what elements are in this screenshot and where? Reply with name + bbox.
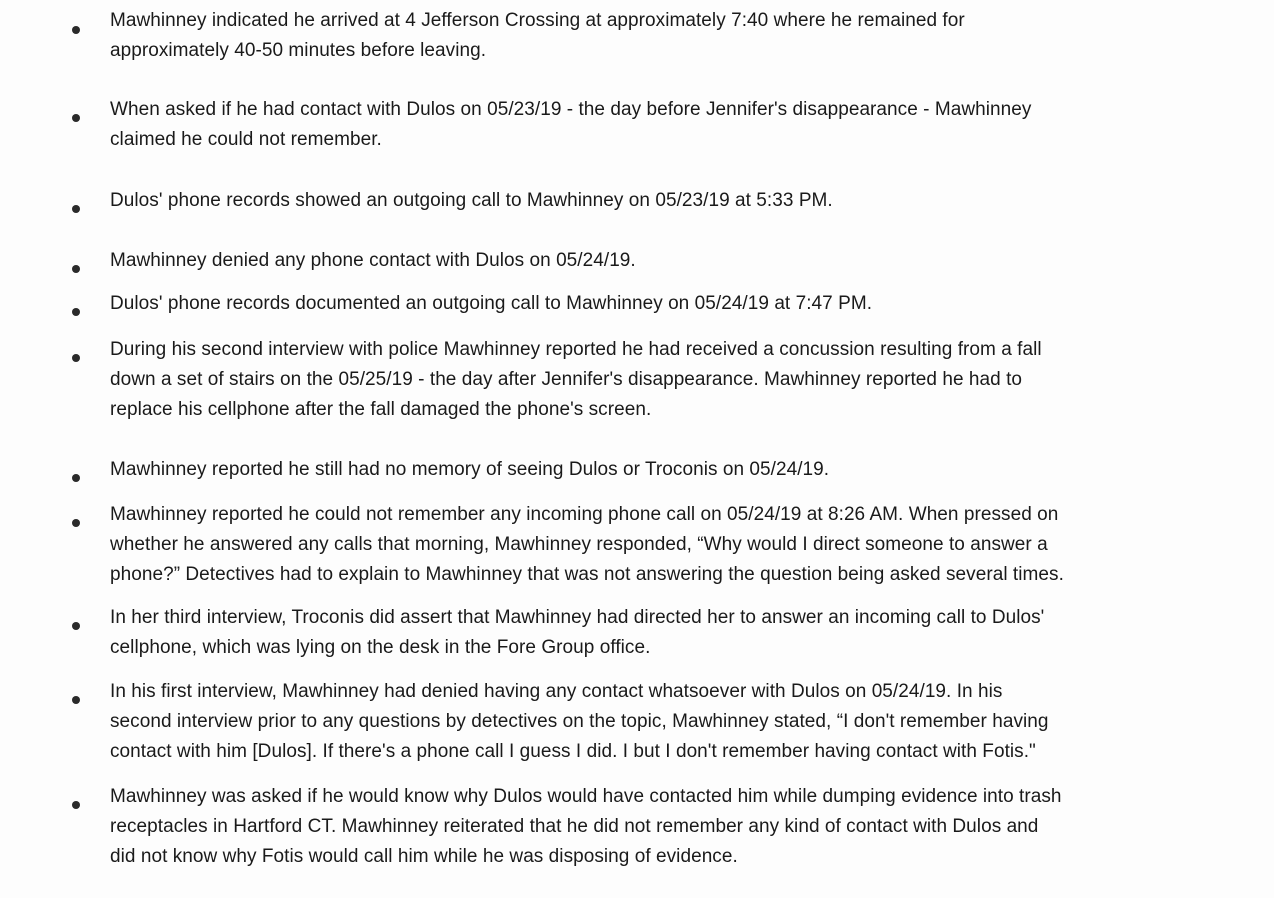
text-line: Mawhinney reported he still had no memory of seeing Dulos or Troconis on 05/24/19.	[110, 459, 830, 480]
text-line: Mawhinney was asked if he would know why Dulos would have contacted him while dumping evidence into trash	[110, 786, 1062, 807]
bullet-text	[110, 6, 1240, 66]
bullet-icon	[72, 354, 80, 362]
text-line: phone?” Detectives had to explain to Mawhinney that was not answering the question being asked several times.	[110, 564, 1064, 585]
bullet-text	[110, 95, 1240, 155]
bullet-icon	[72, 519, 80, 527]
bullet-text	[110, 782, 1240, 872]
bullet-text	[110, 603, 1240, 663]
text-line: Mawhinney denied any phone contact with Dulos on 05/24/19.	[110, 250, 636, 271]
bullet-icon	[72, 265, 80, 273]
text-line: Mawhinney reported he could not remember any incoming phone call on 05/24/19 at 8:26 AM. When pressed on	[110, 504, 1059, 525]
bullet-text	[110, 186, 1240, 216]
bullet-icon	[72, 474, 80, 482]
text-line: In her third interview, Troconis did assert that Mawhinney had directed her to answer an incoming call to Dulos'	[110, 607, 1045, 628]
text-line: contact with him [Dulos]. If there's a phone call I guess I did. I but I don't remember having contact with Fotis."	[110, 741, 1036, 762]
bullet-icon	[72, 114, 80, 122]
bullet-text	[110, 246, 1240, 276]
bullet-icon	[72, 801, 80, 809]
text-line: replace his cellphone after the fall damaged the phone's screen.	[110, 399, 652, 420]
bullet-icon	[72, 205, 80, 213]
text-line: receptacles in Hartford CT. Mawhinney reiterated that he did not remember any kind of contact with Dulos and	[110, 816, 1039, 837]
text-line: approximately 40-50 minutes before leaving.	[110, 40, 487, 61]
bullet-text	[110, 455, 1240, 485]
text-line: cellphone, which was lying on the desk in the Fore Group office.	[110, 637, 651, 658]
text-line: second interview prior to any questions by detectives on the topic, Mawhinney stated, “I don't remember having	[110, 711, 1049, 732]
text-line: When asked if he had contact with Dulos on 05/23/19 - the day before Jennifer's disappearance - Mawhinney	[110, 99, 1032, 120]
bullet-icon	[72, 26, 80, 34]
text-line: During his second interview with police Mawhinney reported he had received a concussion resulting from a fall	[110, 339, 1042, 360]
bullet-text	[110, 289, 1240, 319]
text-line: down a set of stairs on the 05/25/19 - the day after Jennifer's disappearance. Mawhinney reported he had to	[110, 369, 1023, 390]
text-line: whether he answered any calls that morning, Mawhinney responded, “Why would I direct someone to answer a	[110, 534, 1048, 555]
bullet-icon	[72, 696, 80, 704]
bullet-text	[110, 335, 1240, 425]
text-line: In his first interview, Mawhinney had denied having any contact whatsoever with Dulos on 05/24/19. In his	[110, 681, 1003, 702]
text-line: Mawhinney indicated he arrived at 4 Jefferson Crossing at approximately 7:40 where he remained for	[110, 10, 965, 31]
bullet-text	[110, 500, 1240, 590]
bullet-text	[110, 677, 1240, 767]
bullet-icon	[72, 622, 80, 630]
text-line: Dulos' phone records documented an outgoing call to Mawhinney on 05/24/19 at 7:47 PM.	[110, 293, 873, 314]
bullet-icon	[72, 308, 80, 316]
text-line: did not know why Fotis would call him while he was disposing of evidence.	[110, 846, 738, 867]
text-line: claimed he could not remember.	[110, 129, 382, 150]
text-line: Dulos' phone records showed an outgoing call to Mawhinney on 05/23/19 at 5:33 PM.	[110, 190, 833, 211]
